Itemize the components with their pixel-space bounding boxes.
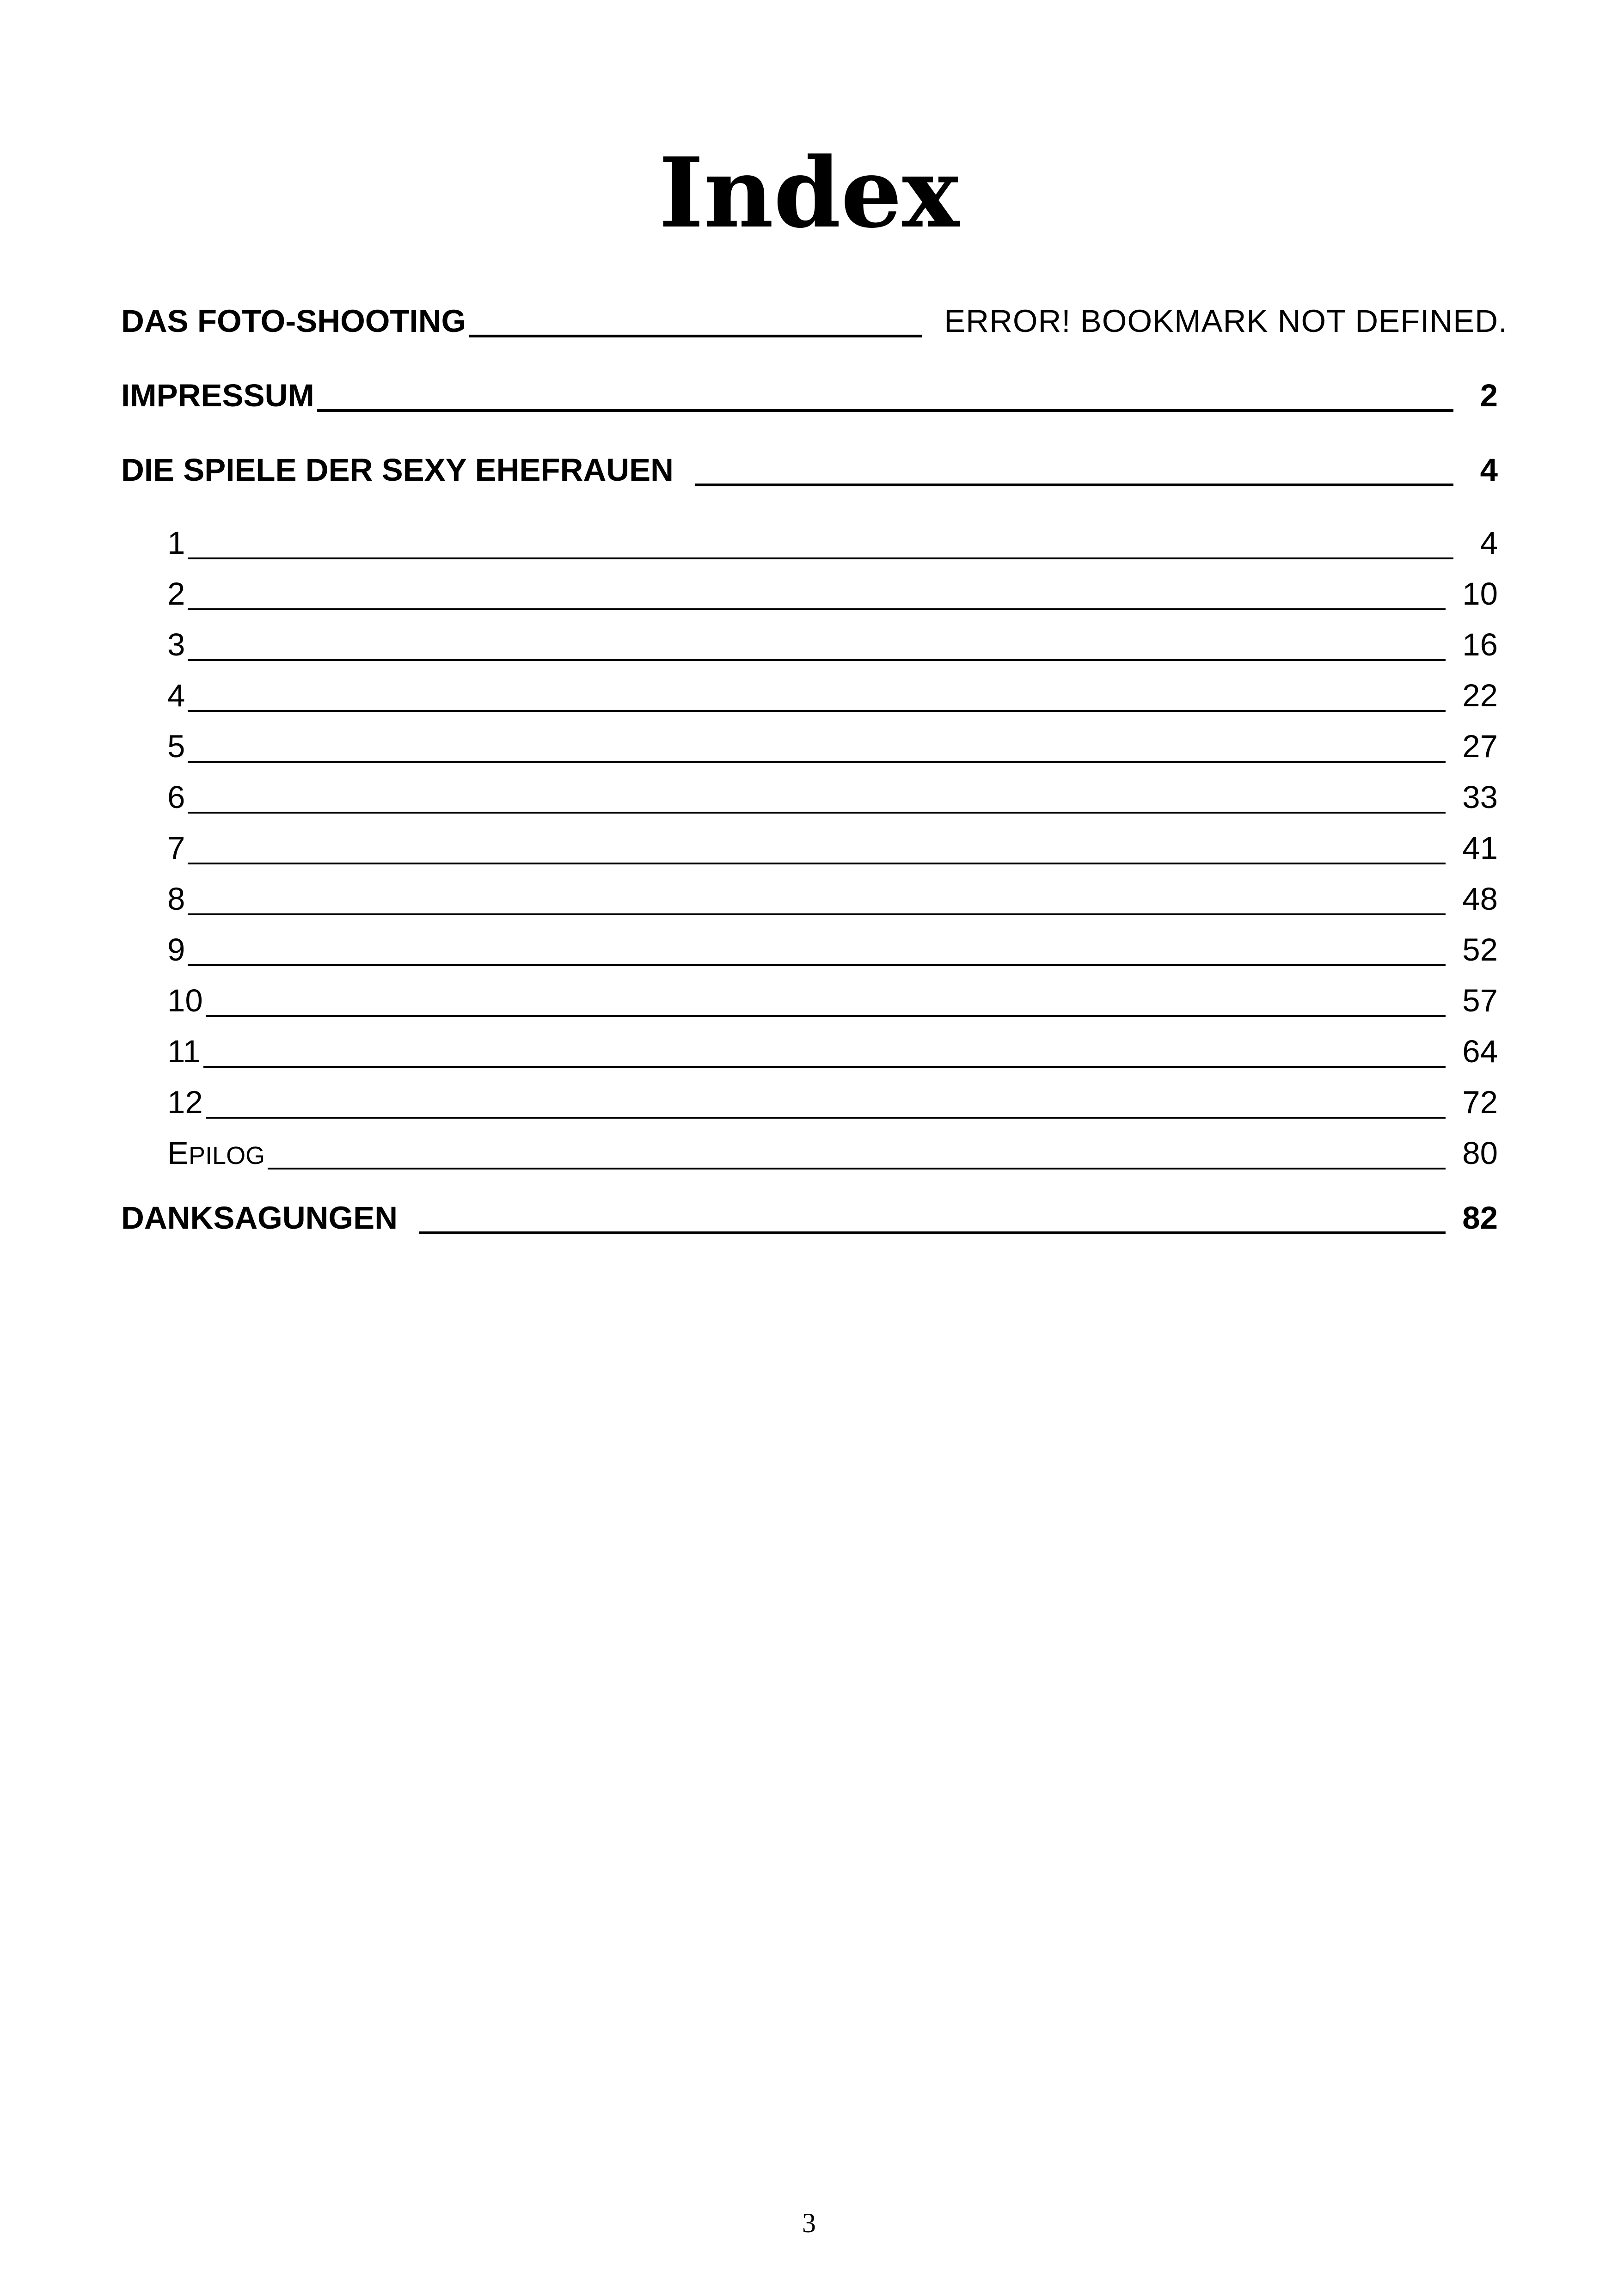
toc-entry-chapter-9[interactable] (121, 934, 1498, 985)
toc-entry-page: 33 (1462, 779, 1498, 815)
toc-entry-die-spiele-der-sexy-ehefrauen[interactable] (121, 454, 1498, 527)
toc-entry-page: 64 (1462, 1034, 1498, 1069)
toc-entry-chapter-3[interactable] (121, 629, 1498, 680)
toc-entry-page: 82 (1462, 1200, 1498, 1236)
toc-entry-chapter-2[interactable] (121, 578, 1498, 629)
toc-entry-chapter-4[interactable] (121, 680, 1498, 730)
page-number: 3 (802, 2208, 816, 2238)
toc-entry-page: 16 (1462, 627, 1498, 662)
toc-leader (188, 608, 1446, 610)
toc-entry-label: 9 (167, 932, 185, 967)
toc-leader (206, 1117, 1446, 1119)
toc-leader (188, 710, 1446, 712)
toc-entry-label: 7 (167, 830, 185, 866)
toc-entry-page: 80 (1462, 1135, 1498, 1171)
toc-leader (188, 761, 1446, 763)
toc-entry-danksagungen[interactable] (121, 1202, 1498, 1276)
toc-entry-label: 2 (167, 576, 185, 612)
toc-entry-chapter-1[interactable] (121, 527, 1498, 578)
toc-leader (695, 484, 1453, 486)
toc-entry-label: DIE SPIELE DER SEXY EHEFRAUEN (121, 452, 674, 488)
toc-entry-label: 3 (167, 627, 185, 662)
toc-entry-label: DANKSAGUNGEN (121, 1200, 398, 1236)
table-of-contents (121, 303, 1508, 1276)
toc-entry-page-error: ERROR! BOOKMARK NOT DEFINED. (944, 303, 1508, 339)
toc-entry-label: 11 (167, 1034, 201, 1069)
toc-entry-chapter-8[interactable] (121, 883, 1498, 934)
toc-entry-chapter-11[interactable] (121, 1035, 1498, 1086)
toc-leader (188, 964, 1446, 966)
toc-entry-page: 10 (1462, 576, 1498, 612)
toc-leader (469, 335, 922, 337)
toc-entry-label: 10 (167, 983, 203, 1018)
toc-leader (206, 1015, 1446, 1017)
toc-entry-label: IMPRESSUM (121, 378, 314, 413)
toc-leader (188, 659, 1446, 661)
toc-entry-label: 6 (167, 779, 185, 815)
toc-leader (188, 557, 1453, 559)
toc-entry-page: 4 (1480, 525, 1498, 561)
toc-entry-chapter-5[interactable] (121, 730, 1498, 781)
toc-entry-chapter-7[interactable] (121, 832, 1498, 883)
toc-entry-page: 41 (1462, 830, 1498, 866)
page-title: Index (658, 137, 960, 250)
toc-entry-label-initial: E (167, 1135, 189, 1171)
toc-entry-page: 48 (1462, 881, 1498, 917)
toc-leader (188, 812, 1446, 814)
toc-entry-label (167, 1137, 265, 1169)
toc-entry-page: 22 (1462, 678, 1498, 713)
toc-entry-page: 72 (1462, 1084, 1498, 1120)
toc-entry-chapter-6[interactable] (121, 781, 1498, 832)
toc-entry-label-rest: PILOG (189, 1142, 265, 1169)
toc-entry-page: 52 (1462, 932, 1498, 967)
toc-leader (188, 863, 1446, 864)
toc-leader (188, 913, 1446, 915)
toc-leader (317, 409, 1453, 412)
toc-entry-label: 1 (167, 525, 185, 561)
toc-entry-page: 27 (1462, 729, 1498, 764)
toc-entry-epilog[interactable] (121, 1137, 1498, 1202)
toc-entry-label: DAS FOTO-SHOOTING (121, 303, 466, 339)
toc-entry-page: 2 (1480, 378, 1498, 413)
toc-leader (419, 1231, 1446, 1234)
toc-entry-das-foto-shooting[interactable] (121, 303, 1508, 380)
toc-entry-label: 5 (167, 729, 185, 764)
toc-entry-page: 57 (1462, 983, 1498, 1018)
toc-entry-chapter-10[interactable] (121, 985, 1498, 1035)
toc-entry-label: 8 (167, 881, 185, 917)
toc-leader (203, 1066, 1446, 1068)
toc-entry-impressum[interactable] (121, 380, 1498, 454)
toc-leader (268, 1168, 1446, 1169)
toc-entry-label: 12 (167, 1084, 203, 1120)
toc-entry-label: 4 (167, 678, 185, 713)
toc-entry-page: 4 (1480, 452, 1498, 488)
toc-entry-chapter-12[interactable] (121, 1086, 1498, 1137)
